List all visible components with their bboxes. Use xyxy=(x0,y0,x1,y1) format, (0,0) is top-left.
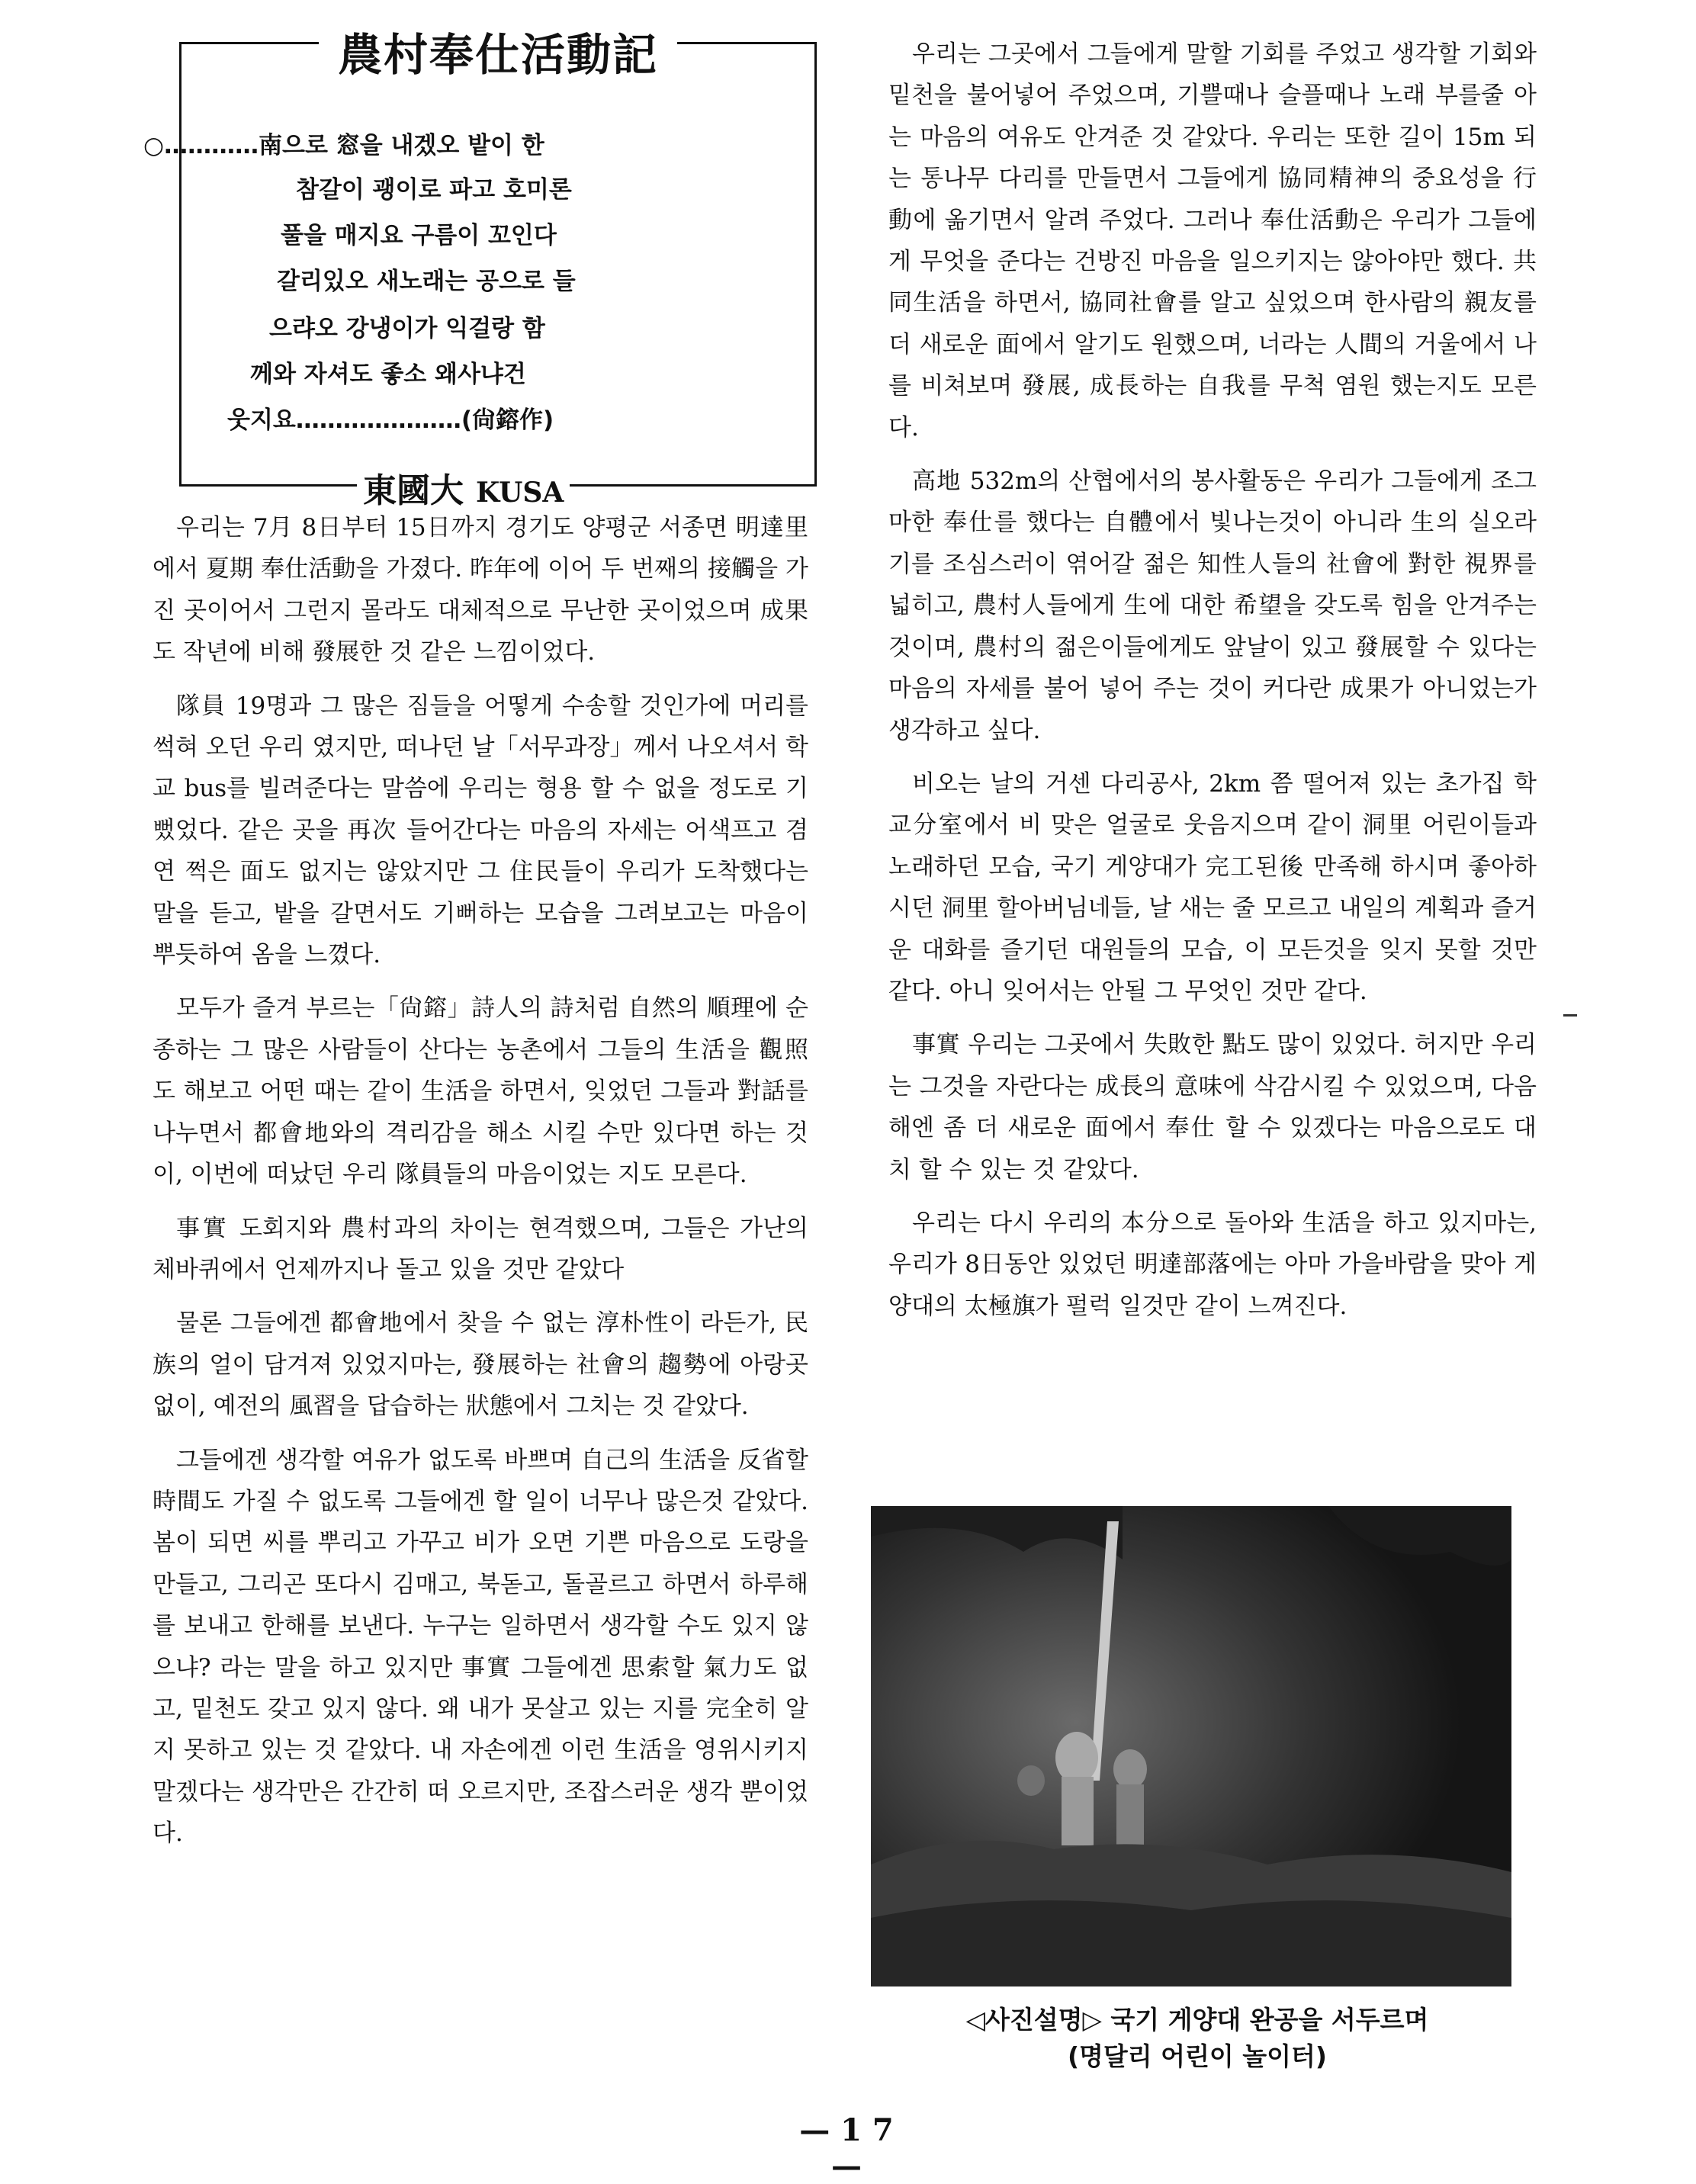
org-name-korean: 東國大 xyxy=(363,471,464,510)
paragraph: 隊員 19명과 그 많은 짐들을 어떻게 수송할 것인가에 머리를 썩혀 오던 우리 였지만, 떠나던 날「서무과장」께서 나오셔서 학교 bus를 빌려준다는 말씀에 우리는 형용 할 수 없을 정도로 기뻤었다. 같은 곳을 再次 들어간다는 마음의 자세는 어색프고 겸연 쩍은 面도 없지는 않았지만 그 住民들이 우리가 도착했다는 말을 듣고, 밭을 갈면서도 기뻐하는 모습을 그려보고는 마음이 뿌듯하여 옴을 느꼈다. xyxy=(153,692,808,969)
poem-line-1 xyxy=(143,126,544,160)
paragraph: 우리는 7月 8日부터 15日까지 경기도 양평군 서종면 明達里에서 夏期 奉仕活動을 가졌다. 昨年에 이어 두 번째의 接觸을 가진 곳이어서 그런지 몰라도 대체적으로 무난한 곳이었으며 成果도 작년에 비해 發展한 것 같은 느낌이었다. xyxy=(153,514,808,666)
flagpole-photo xyxy=(871,1506,1511,1986)
poem-line-4: 갈리있오 새노래는 공으로 들 xyxy=(277,268,576,295)
paragraph: 그들에겐 생각할 여유가 없도록 바쁘며 自己의 生活을 反省할 時間도 가질 수 없도록 그들에겐 할 일이 너무나 많은것 같았다. 봄이 되면 씨를 뿌리고 가꾸고 비가 오면 기쁜 마음으로 도랑을 만들고, 그리곤 또다시 김매고, 북돋고, 돌골르고 하면서 하루해를 보내고 한해를 보낸다. 누구는 일하면서 생각할 수도 있지 않으냐? 라는 말을 하고 있지만 事實 그들에겐 思索할 氣力도 없고, 밑천도 갖고 있지 않다. 왜 내가 못살고 있는 지를 完全히 알지 못하고 있는 것 같았다. 내 자손에겐 이런 生活을 영위시키지 말겠다는 생각만은 간간히 떠 오르지만, 조잡스러운 생각 뿐이었다. xyxy=(153,1446,808,1848)
paragraph: 물론 그들에겐 都會地에서 찾을 수 없는 淳朴性이 라든가, 民族의 얼이 담겨져 있었지마는, 發展하는 社會의 趨勢에 아랑곳 없이, 예전의 風習을 답습하는 狀態에서 그치는 것 같았다. xyxy=(153,1309,808,1421)
photo-caption xyxy=(877,2002,1518,2075)
title-box xyxy=(143,29,817,510)
poem-line-3: 풀을 매지요 구름이 꼬인다 xyxy=(281,222,557,249)
left-column xyxy=(153,507,808,1867)
article-title: 農村奉仕活動記 xyxy=(319,19,677,83)
right-column xyxy=(888,34,1537,1339)
paragraph: 事實 우리는 그곳에서 失敗한 點도 많이 있었다. 허지만 우리는 그것을 자란다는 成長의 意味에 삭감시킬 수 있었으며, 다음 해엔 좀 더 새로운 面에서 奉仕 할 수 있겠다는 마음으로도 대치 할 수 있는 것 같았다. xyxy=(888,1031,1537,1184)
paragraph: 모두가 즐겨 부르는「尙鎔」詩人의 詩처럼 自然의 順理에 순종하는 그 많은 사람들이 산다는 농촌에서 그들의 生活을 觀照도 해보고 어떤 때는 같이 生活을 하면서, 잊었던 그들과 對話를 나누면서 都會地와의 격리감을 해소 시킬 수만 있다면 하는 것이, 이번에 떠났던 우리 隊員들의 마음이었는 지도 모른다. xyxy=(153,994,808,1189)
photo-illustration xyxy=(871,1506,1511,1986)
poem-line-6: 께와 자셔도 좋소 왜사냐건 xyxy=(250,361,526,388)
circle-marker-icon: ○ xyxy=(143,132,165,159)
org-name-english: KUSA xyxy=(476,477,564,509)
margin-mark xyxy=(1563,1014,1577,1017)
paragraph: 高地 532m의 산협에서의 봉사활동은 우리가 그들에게 조그마한 奉仕를 했다는 自體에서 빛나는것이 아니라 生의 실오라기를 조심스러이 엮어갈 젊은 知性人들의 社會에 對한 視界를 넓히고, 農村人들에게 生에 대한 希望을 갖도록 힘을 안겨주는 것이며, 農村의 젊은이들에게도 앞날이 있고 發展할 수 있다는 마음의 자세를 불어 넣어 주는 것이 커다란 成果가 아니었는가 생각하고 싶다. xyxy=(888,467,1537,744)
paragraph: 우리는 그곳에서 그들에게 말할 기회를 주었고 생각할 기회와 밑천을 불어넣어 주었으며, 기쁠때나 슬플때나 노래 부를줄 아는 마음의 여유도 안겨준 것 같았다. 우리는 또한 길이 15m 되는 통나무 다리를 만들면서 그들에게 協同精神의 중요성을 行動에 옮기면서 알려 주었다. 그러나 奉仕活動은 우리가 그들에게 무엇을 준다는 건방진 마음을 일으키지는 않아야만 했다. 共同生活을 하면서, 協同社會를 알고 싶었으며 한사람의 親友를 더 새로운 面에서 알기도 원했으며, 너라는 人間의 거울에서 나를 비쳐보며 發展, 成長하는 自我를 무척 염원 했는지도 모른다. xyxy=(888,40,1537,442)
paragraph: 事實 도회지와 農村과의 차이는 현격했으며, 그들은 가난의 체바퀴에서 언제까지나 돌고 있을 것만 같았다 xyxy=(153,1214,808,1283)
paragraph: 우리는 다시 우리의 本分으로 돌아와 生活을 하고 있지마는, 우리가 8日동안 있었던 明達部落에는 아마 가을바람을 맞아 게양대의 太極旗가 펄럭 일것만 같이 느껴진다. xyxy=(888,1209,1537,1320)
organization-label xyxy=(357,463,570,512)
poem-line-2: 참갈이 괭이로 파고 호미론 xyxy=(296,176,572,204)
org-rule-right xyxy=(609,484,814,487)
title-rule-right xyxy=(677,42,814,44)
page-number: — 1 7 — xyxy=(799,2112,894,2184)
paragraph: 비오는 날의 거센 다리공사, 2km 쯤 떨어져 있는 초가집 학교分室에서 비 맞은 얼굴로 웃음지으며 같이 洞里 어린이들과 노래하던 모습, 국기 게양대가 完工된後 만족해 하시며 좋아하시던 洞里 할아버님네들, 날 새는 줄 모르고 내일의 계획과 즐거운 대화를 즐기던 대원들의 모습, 이 모든것을 잊지 못할 것만 같다. 아니 잊어서는 안될 그 무엇인 것만 같다. xyxy=(888,769,1537,1005)
caption-line-2: (명달리 어린이 놀이터) xyxy=(1067,2041,1328,2071)
title-rule-left xyxy=(181,42,319,44)
poem-line-7: 웃지요…………………(尙鎔作) xyxy=(227,406,554,434)
caption-label: ◁사진설명▷ xyxy=(965,2005,1102,2035)
poem-line-1-text: …………南으로 窓을 내겠오 밭이 한 xyxy=(164,132,544,159)
caption-line-1: 국기 게양대 완공을 서두르며 xyxy=(1110,2005,1429,2035)
poem-line-5: 으랴오 강냉이가 익걸랑 함 xyxy=(269,315,545,342)
org-rule-left xyxy=(181,484,357,487)
